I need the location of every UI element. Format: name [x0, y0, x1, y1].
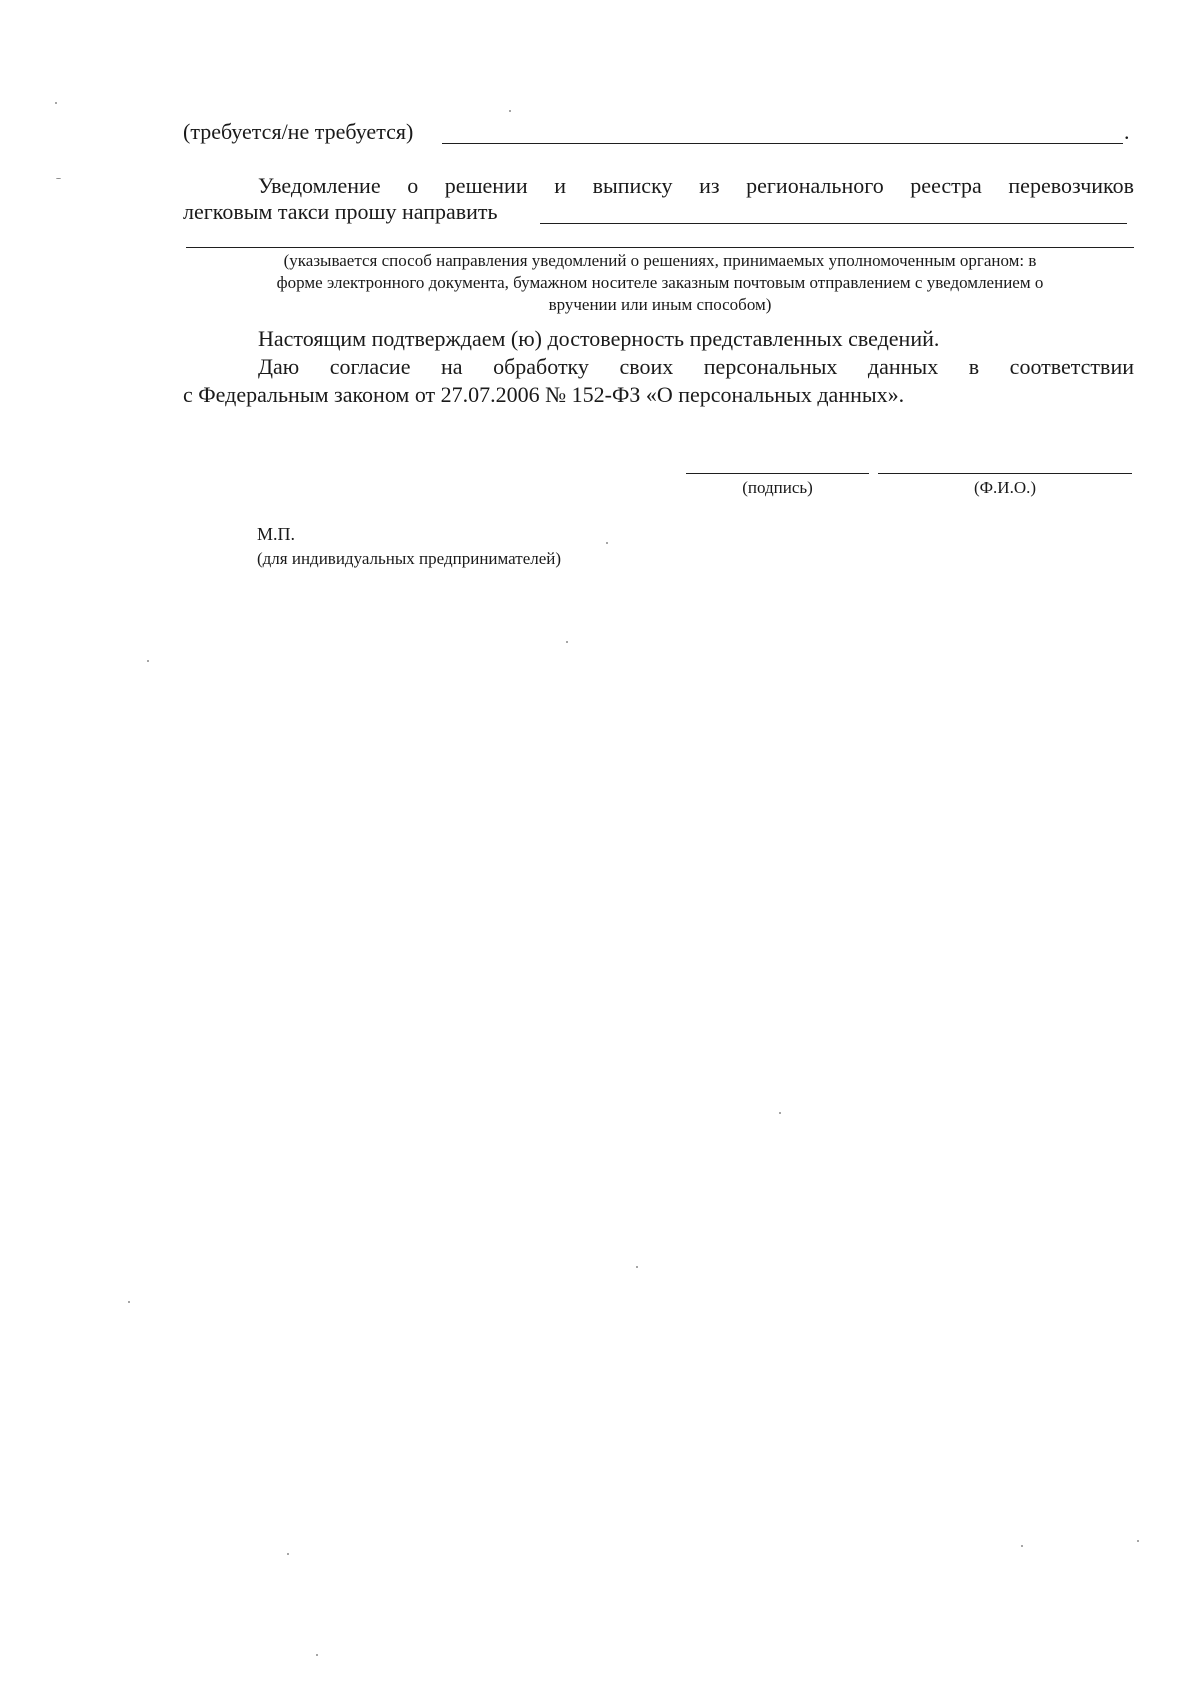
stamp-note: (для индивидуальных предпринимателей): [257, 549, 562, 568]
scan-speck: [509, 110, 511, 112]
hint-line-1: (указывается способ направления уведомлений о решениях, принимаемых уполномоченным органом: в: [283, 251, 1037, 270]
signature-line: [686, 473, 869, 474]
signature-caption: (подпись): [742, 478, 813, 497]
hint-line-2: форме электронного документа, бумажном носителе заказным почтовым отправлением с уведомлением о: [276, 273, 1044, 292]
scan-speck: [636, 1266, 638, 1268]
scan-speck: [779, 1112, 781, 1114]
required-label: (требуется/не требуется): [183, 119, 414, 144]
delivery-method-line: [186, 247, 1134, 248]
full-name-caption: (Ф.И.О.): [973, 478, 1037, 497]
scan-speck: [55, 102, 57, 104]
scan-speck: [287, 1553, 289, 1555]
notification-fill-line: [540, 223, 1127, 224]
scan-speck: [1137, 1540, 1139, 1542]
full-name-line: [878, 473, 1132, 474]
confirmation-text: Настоящим подтверждаем (ю) достоверность представленных сведений.: [258, 326, 940, 351]
scan-speck: [56, 178, 61, 179]
scan-speck: [147, 660, 149, 662]
scan-speck: [606, 542, 608, 544]
notification-line-1: Уведомление о решении и выписку из регионального реестра перевозчиков: [258, 173, 1134, 198]
scan-speck: [128, 1301, 130, 1303]
scan-speck: [566, 641, 568, 643]
hint-text: [183, 250, 1137, 316]
hint-line-3: вручении или иным способом): [548, 295, 772, 314]
scan-speck: [316, 1654, 318, 1656]
notification-line-2: легковым такси прошу направить: [183, 199, 498, 224]
required-fill-line: [442, 143, 1123, 144]
stamp-label: М.П.: [257, 524, 296, 544]
consent-line-1: Даю согласие на обработку своих персональных данных в соответствии: [258, 354, 1134, 379]
scan-speck: [1021, 1545, 1023, 1547]
required-terminator: .: [1124, 119, 1130, 144]
consent-line-2: с Федеральным законом от 27.07.2006 № 152-ФЗ «О персональных данных».: [183, 382, 905, 407]
